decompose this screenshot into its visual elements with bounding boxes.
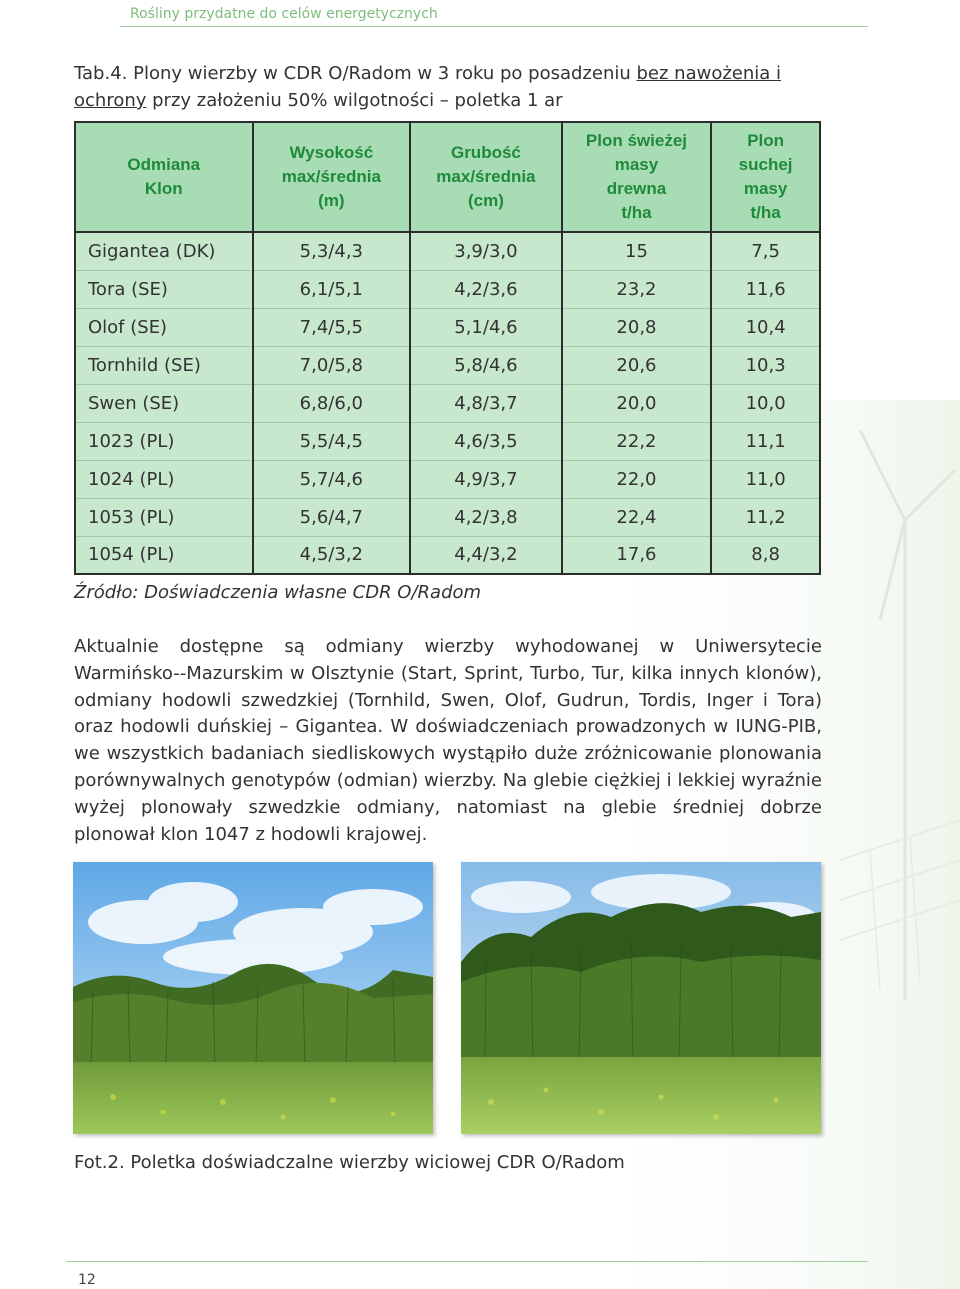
cell-fresh-yield: 23,2: [562, 270, 712, 308]
footer-rule: [66, 1261, 868, 1262]
figure-caption: Fot.2. Poletka doświadczalne wierzby wiciowej CDR O/Radom: [74, 1152, 625, 1173]
page-number: 12: [78, 1272, 96, 1288]
cell-dry-yield: 10,4: [711, 308, 820, 346]
cell-variety: Olof (SE): [75, 308, 253, 346]
table-row: [75, 346, 820, 384]
cell-fresh-yield: 22,2: [562, 422, 712, 460]
cell-thickness: 4,9/3,7: [410, 460, 562, 498]
cell-variety: Gigantea (DK): [75, 232, 253, 270]
cell-variety: Swen (SE): [75, 384, 253, 422]
cell-thickness: 4,8/3,7: [410, 384, 562, 422]
cell-dry-yield: 8,8: [711, 536, 820, 574]
cell-height: 6,1/5,1: [253, 270, 411, 308]
header-rule: [120, 26, 868, 27]
cell-thickness: 5,1/4,6: [410, 308, 562, 346]
cell-height: 5,3/4,3: [253, 232, 411, 270]
cell-dry-yield: 11,0: [711, 460, 820, 498]
cell-height: 5,5/4,5: [253, 422, 411, 460]
cell-thickness: 5,8/4,6: [410, 346, 562, 384]
header-dry-yield: Plon suchej masy t/ha: [711, 122, 820, 232]
header-fresh-yield: Plon świeżej masy drewna t/ha: [562, 122, 712, 232]
table-caption: [74, 60, 834, 114]
cell-fresh-yield: 17,6: [562, 536, 712, 574]
cell-dry-yield: 11,1: [711, 422, 820, 460]
header-thickness: Grubość max/średnia (cm): [410, 122, 562, 232]
cell-fresh-yield: 20,0: [562, 384, 712, 422]
table-row: [75, 460, 820, 498]
cell-height: 5,6/4,7: [253, 498, 411, 536]
table-row: [75, 422, 820, 460]
table-caption-text-end: przy założeniu 50% wilgotności – poletka 1 ar: [146, 90, 563, 111]
cell-height: 7,4/5,5: [253, 308, 411, 346]
cell-variety: 1023 (PL): [75, 422, 253, 460]
cell-variety: Tornhild (SE): [75, 346, 253, 384]
cell-thickness: 4,4/3,2: [410, 536, 562, 574]
table-row: [75, 270, 820, 308]
cell-thickness: 4,2/3,6: [410, 270, 562, 308]
cell-thickness: 4,6/3,5: [410, 422, 562, 460]
table-row: [75, 498, 820, 536]
cell-dry-yield: 11,2: [711, 498, 820, 536]
table-row: [75, 536, 820, 574]
cell-height: 6,8/6,0: [253, 384, 411, 422]
willow-plot-photo-left: [73, 862, 433, 1134]
cell-height: 5,7/4,6: [253, 460, 411, 498]
table-row: [75, 232, 820, 270]
cell-height: 4,5/3,2: [253, 536, 411, 574]
cell-thickness: 4,2/3,8: [410, 498, 562, 536]
yield-table: [74, 121, 821, 575]
cell-variety: 1053 (PL): [75, 498, 253, 536]
cell-thickness: 3,9/3,0: [410, 232, 562, 270]
cell-variety: 1024 (PL): [75, 460, 253, 498]
table-caption-text: Tab.4. Plony wierzby w CDR O/Radom w 3 roku po posadzeniu: [74, 63, 637, 84]
cell-dry-yield: 10,0: [711, 384, 820, 422]
table-source: Źródło: Doświadczenia własne CDR O/Radom: [74, 582, 482, 603]
cell-fresh-yield: 20,8: [562, 308, 712, 346]
header-height: Wysokość max/średnia (m): [253, 122, 411, 232]
body-paragraph: Aktualnie dostępne są odmiany wierzby wyhodowanej w Uniwersytecie Warmińsko--Mazurskim w Olsztynie (Start, Sprint, Turbo, Tur, kilka innych klonów), odmiany hodowli szwedzkiej (Tornhild, Swen, Olof, Gudrun, Tordis, Inger i Tora) oraz hodowli duńskiej – Gigantea. W doświadczeniach prowadzonych w IUNG-PIB, we wszystkich badaniach siedliskowych wystąpiło duże zróżnicowanie plonowania porównywalnych genotypów (odmian) wierzby. Na glebie ciężkiej i lekkiej wyraźnie wyżej plonowały szwedzkie odmiany, natomiast na glebie średniej dobrze plonował klon 1047 z hodowli krajowej.: [74, 636, 822, 845]
cell-fresh-yield: 22,4: [562, 498, 712, 536]
cell-height: 7,0/5,8: [253, 346, 411, 384]
table-row: [75, 384, 820, 422]
table-header-row: [75, 122, 820, 232]
table-caption-underlined: bez nawożenia i ochrony: [74, 63, 782, 111]
header-variety: Odmiana Klon: [75, 122, 253, 232]
running-header: Rośliny przydatne do celów energetycznych: [130, 6, 438, 22]
cell-variety: 1054 (PL): [75, 536, 253, 574]
table-row: [75, 308, 820, 346]
cell-fresh-yield: 15: [562, 232, 712, 270]
cell-fresh-yield: 20,6: [562, 346, 712, 384]
cell-dry-yield: 10,3: [711, 346, 820, 384]
willow-plot-photo-right: [461, 862, 821, 1134]
cell-variety: Tora (SE): [75, 270, 253, 308]
cell-dry-yield: 7,5: [711, 232, 820, 270]
cell-dry-yield: 11,6: [711, 270, 820, 308]
cell-fresh-yield: 22,0: [562, 460, 712, 498]
